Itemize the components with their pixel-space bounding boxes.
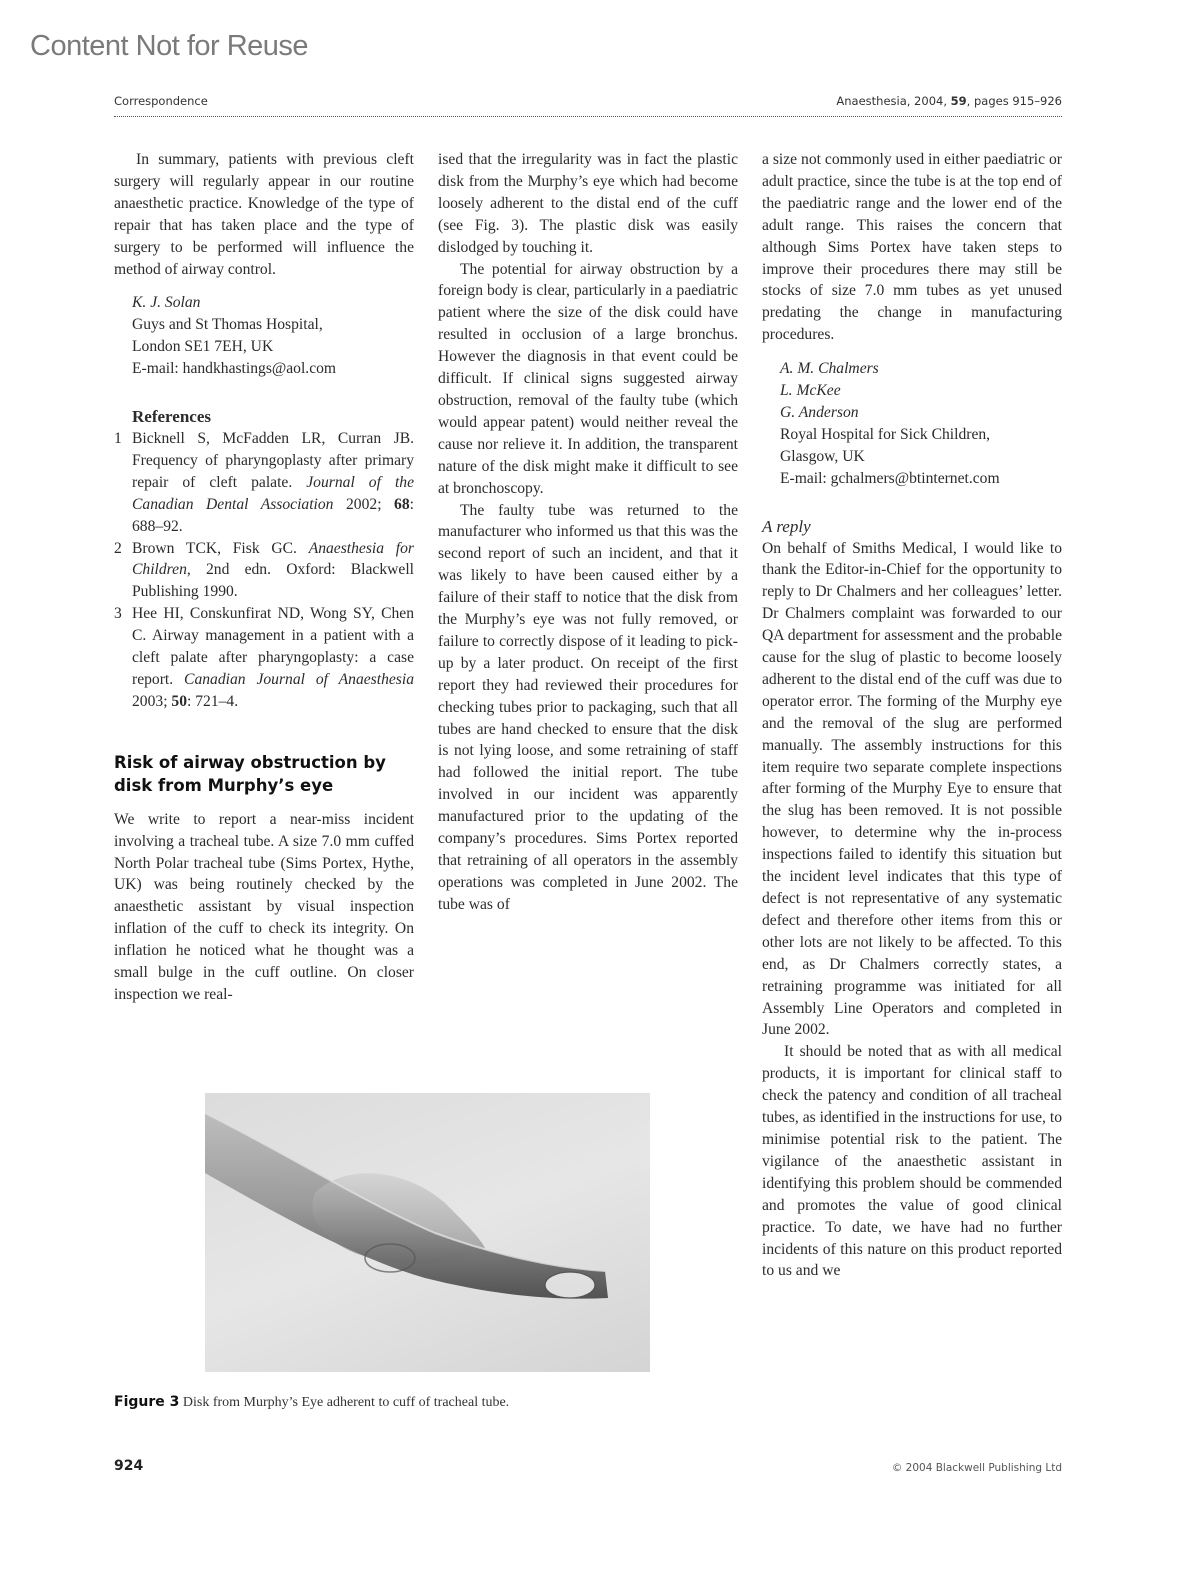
affiliation: Guys and St Thomas Hospital, xyxy=(132,316,323,334)
copyright-notice: © 2004 Blackwell Publishing Ltd xyxy=(891,1462,1062,1474)
article-title: Risk of airway obstruction by disk from Murphy’s eye xyxy=(114,752,386,795)
figure-caption: Figure 3 Disk from Murphy’s Eye adherent to cuff of tracheal tube. xyxy=(114,1394,510,1410)
author-email[interactable]: E-mail: gchalmers@btinternet.com xyxy=(780,469,1000,487)
article-paragraph: The faulty tube was returned to the manufacturer who informed us that this was the second report of such an incident, and that it was likely to have been caused either by a failure of their staff to notice that the disk from the Murphy’s eye was not fully removed, or failure to correctly dispose of it leading to pick-up by a later product. On receipt of the first report they had reviewed their procedures for checking tubes prior to packaging, such that all tubes are hand checked to ensure that the disk is not lying loose, and some retraining of staff had followed the initial report. The tube involved in our incident was apparently manufactured prior to the updating of the company’s procedures. Sims Portex reported that retraining of all operators in the assembly operations was completed in June 2002. The tube was of xyxy=(438,501,738,913)
author-email[interactable]: E-mail: handkhastings@aol.com xyxy=(132,360,337,378)
figure-3-image xyxy=(205,1093,650,1372)
affiliation-address: London SE1 7EH, UK xyxy=(132,338,274,356)
summary-paragraph: In summary, patients with previous cleft surgery will regularly appear in our routine anaesthetic practice. Knowledge of the type of repair that has taken place and the type of surgery to be performed will influence the method of airway control. xyxy=(114,151,414,278)
author-name: L. McKee xyxy=(780,382,841,400)
reference-item: 3 Hee HI, Conskunfirat ND, Wong SY, Chen C. Airway management in a patient with a cleft palate after pharyngoplasty: a case report. Canadian Journal of Anaesthesia 2003; 50: 721–4. xyxy=(114,605,414,710)
author-signature xyxy=(132,292,414,380)
reply-heading: A reply xyxy=(762,516,811,536)
watermark: Content Not for Reuse xyxy=(30,30,309,62)
running-header xyxy=(114,94,1062,108)
affiliation: Royal Hospital for Sick Children, xyxy=(780,425,991,443)
reference-item: 1 Bicknell S, McFadden LR, Curran JB. Frequency of pharyngoplasty after primary repair of cleft palate. Journal of the Canadian Dental Association 2002; 68: 688–92. xyxy=(114,429,414,535)
column-2 xyxy=(438,149,738,916)
header-divider xyxy=(114,116,1062,117)
reference-item: 2 Brown TCK, Fisk GC. Anaesthesia for Children, 2nd edn. Oxford: Blackwell Publishing 1990. xyxy=(114,539,414,601)
journal-citation: Anaesthesia, 2004, 59, pages 915–926 xyxy=(836,94,1062,108)
author-name: A. M. Chalmers xyxy=(780,360,879,378)
article-paragraph: The potential for airway obstruction by a foreign body is clear, particularly in a paediatric patient where the size of the disk could have resulted in occlusion of a large bronchus. However the diagnosis in that event could be difficult. If clinical signs suggested airway obstruction, removal of the faulty tube (which would appear patent) would neither reveal the cause nor relieve it. In addition, the transparent nature of the disk might make it difficult to see at bronchoscopy. xyxy=(438,260,738,497)
author-signature xyxy=(780,358,1062,489)
affiliation-address: Glasgow, UK xyxy=(780,447,865,465)
reply-paragraph: It should be noted that as with all medical products, it is important for clinical staff to check the patency and condition of all tracheal tubes, as identified in the instructions for use, to minimise potential risk to the patient. The vigilance of the anaesthetic assistant in identifying this problem should be commended and promotes the value of good clinical practice. To date, we have had no further incidents of this nature on this product reported to us and we xyxy=(762,1043,1062,1280)
references-list xyxy=(114,428,414,713)
tracheal-tube-photo-icon xyxy=(205,1093,650,1372)
article-paragraph: a size not commonly used in either paediatric or adult practice, since the tube is at the top end of the paediatric range and the lower end of the adult range. This raises the concern that although Sims Portex have taken steps to improve their procedures there may still be stocks of size 7.0 mm tubes as yet unused predating the change in manufacturing procedures. xyxy=(762,151,1062,344)
author-name: G. Anderson xyxy=(780,403,859,421)
author-name: K. J. Solan xyxy=(132,294,201,312)
column-1 xyxy=(114,149,414,1006)
article-paragraph: We write to report a near-miss incident involving a tracheal tube. A size 7.0 mm cuffed North Polar tracheal tube (Sims Portex, Hythe, UK) was being routinely checked by the anaesthetic assistant by visual inspection inflation of the cuff to check its integrity. On inflation he noticed what he thought was a small bulge in the cuff outline. On closer inspection we real- xyxy=(114,810,414,1003)
column-3 xyxy=(762,149,1062,1282)
figure-label: Figure 3 xyxy=(114,1394,180,1410)
references-heading: References xyxy=(132,407,211,427)
page-number: 924 xyxy=(114,1458,144,1474)
reply-paragraph: On behalf of Smiths Medical, I would like to thank the Editor-in-Chief for the opportunity to reply to Dr Chalmers and her colleagues’ letter. Dr Chalmers complaint was forwarded to our QA department for assessment and the probable cause for the slug of plastic to become loosely adherent to the distal end of the cuff was due to operator error. The forming of the Murphy eye and the removal of the slug are performed manually. The assembly instructions for this item require two separate complete inspections after forming of the Murphy Eye to ensure that the slug has been removed. It is not possible however, to determine why the in-process inspections failed to identify this situation but the incident level indicates that this type of defect is not representative of any systematic defect and therefore other items from this or other lots are not likely to be affected. To this end, as Dr Chalmers correctly states, a retraining programme was initiated for all Assembly Line Operators and completed in June 2002. xyxy=(762,539,1062,1039)
article-paragraph: ised that the irregularity was in fact the plastic disk from the Murphy’s eye which had become loosely adherent to the distal end of the cuff (see Fig. 3). The plastic disk was easily dislodged by touching it. xyxy=(438,151,738,256)
section-label: Correspondence xyxy=(114,94,208,108)
